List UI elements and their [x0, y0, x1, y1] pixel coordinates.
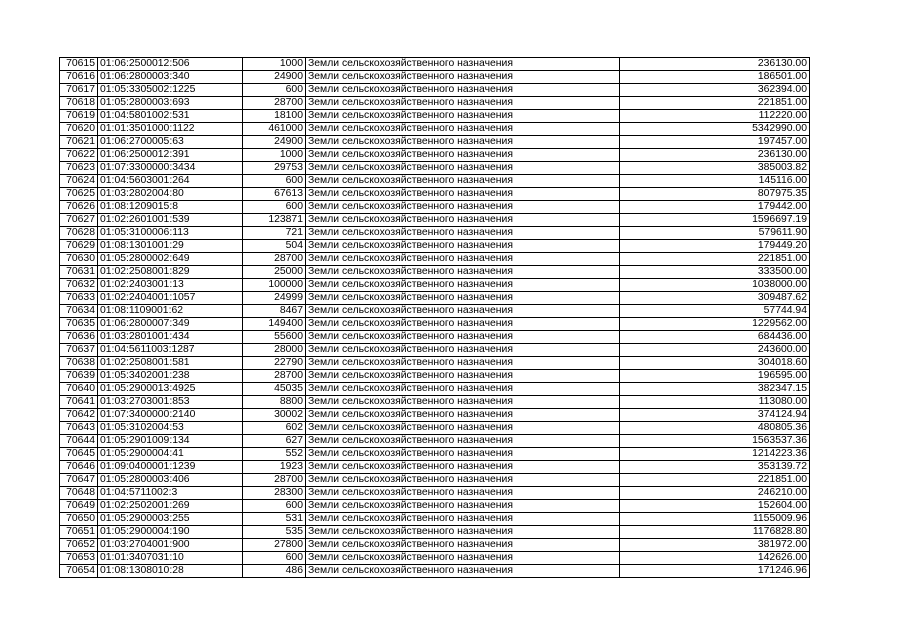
cadastral-value-cell: 579611.90 — [620, 227, 810, 240]
table-row — [60, 435, 810, 448]
table-row — [60, 84, 810, 97]
cadastral-value-cell: 1229562.00 — [620, 318, 810, 331]
table-row — [60, 448, 810, 461]
row-id-cell: 70619 — [60, 110, 98, 123]
land-category-cell: Земли сельскохозяйственного назначения — [306, 279, 620, 292]
cadastral-number-cell: 01:04:5603001:264 — [98, 175, 243, 188]
cadastral-number-cell: 01:06:2500012:391 — [98, 149, 243, 162]
cadastral-value-cell: 236130.00 — [620, 58, 810, 71]
cadastral-number-cell: 01:05:2900004:41 — [98, 448, 243, 461]
table-row — [60, 110, 810, 123]
row-id-cell: 70642 — [60, 409, 98, 422]
cadastral-value-cell: 179449.20 — [620, 240, 810, 253]
row-id-cell: 70622 — [60, 149, 98, 162]
area-cell: 24900 — [243, 71, 306, 84]
cadastral-number-cell: 01:08:1209015:8 — [98, 201, 243, 214]
land-category-cell: Земли сельскохозяйственного назначения — [306, 461, 620, 474]
land-category-cell: Земли сельскохозяйственного назначения — [306, 162, 620, 175]
row-id-cell: 70648 — [60, 487, 98, 500]
row-id-cell: 70645 — [60, 448, 98, 461]
cadastral-number-cell: 01:08:1301001:29 — [98, 240, 243, 253]
area-cell: 28700 — [243, 97, 306, 110]
land-category-cell: Земли сельскохозяйственного назначения — [306, 409, 620, 422]
land-category-cell: Земли сельскохозяйственного назначения — [306, 123, 620, 136]
cadastral-number-cell: 01:05:2900013:4925 — [98, 383, 243, 396]
area-cell: 552 — [243, 448, 306, 461]
table-row — [60, 175, 810, 188]
row-id-cell: 70650 — [60, 513, 98, 526]
table-row — [60, 123, 810, 136]
table-row — [60, 513, 810, 526]
row-id-cell: 70629 — [60, 240, 98, 253]
table-row — [60, 409, 810, 422]
land-category-cell: Земли сельскохозяйственного назначения — [306, 539, 620, 552]
cadastral-value-cell: 142626.00 — [620, 552, 810, 565]
area-cell: 8800 — [243, 396, 306, 409]
row-id-cell: 70640 — [60, 383, 98, 396]
area-cell: 1000 — [243, 149, 306, 162]
land-category-cell: Земли сельскохозяйственного назначения — [306, 175, 620, 188]
area-cell: 28300 — [243, 487, 306, 500]
land-category-cell: Земли сельскохозяйственного назначения — [306, 357, 620, 370]
cadastral-value-cell: 304018.60 — [620, 357, 810, 370]
cadastral-number-cell: 01:04:5611003:1287 — [98, 344, 243, 357]
table-row — [60, 565, 810, 578]
cadastral-value-cell: 1038000.00 — [620, 279, 810, 292]
area-cell: 67613 — [243, 188, 306, 201]
land-category-cell: Земли сельскохозяйственного назначения — [306, 253, 620, 266]
row-id-cell: 70638 — [60, 357, 98, 370]
row-id-cell: 70646 — [60, 461, 98, 474]
table-row — [60, 71, 810, 84]
cadastral-value-cell: 246210.00 — [620, 487, 810, 500]
area-cell: 30002 — [243, 409, 306, 422]
row-id-cell: 70616 — [60, 71, 98, 84]
table-row — [60, 214, 810, 227]
table-row — [60, 266, 810, 279]
row-id-cell: 70637 — [60, 344, 98, 357]
cadastral-value-cell: 382347.15 — [620, 383, 810, 396]
cadastral-value-cell: 480805.36 — [620, 422, 810, 435]
land-category-cell: Земли сельскохозяйственного назначения — [306, 513, 620, 526]
cadastral-number-cell: 01:06:2800003:340 — [98, 71, 243, 84]
cadastral-value-cell: 186501.00 — [620, 71, 810, 84]
table-body — [60, 58, 810, 578]
cadastral-number-cell: 01:05:3100006:113 — [98, 227, 243, 240]
area-cell: 600 — [243, 201, 306, 214]
area-cell: 535 — [243, 526, 306, 539]
area-cell: 602 — [243, 422, 306, 435]
table-row — [60, 344, 810, 357]
cadastral-number-cell: 01:04:5801002:531 — [98, 110, 243, 123]
cadastral-number-cell: 01:03:2703001:853 — [98, 396, 243, 409]
row-id-cell: 70621 — [60, 136, 98, 149]
table-row — [60, 552, 810, 565]
row-id-cell: 70644 — [60, 435, 98, 448]
area-cell: 504 — [243, 240, 306, 253]
table-row — [60, 305, 810, 318]
row-id-cell: 70620 — [60, 123, 98, 136]
land-category-cell: Земли сельскохозяйственного назначения — [306, 422, 620, 435]
table-row — [60, 58, 810, 71]
area-cell: 600 — [243, 500, 306, 513]
area-cell: 600 — [243, 175, 306, 188]
row-id-cell: 70630 — [60, 253, 98, 266]
cadastral-value-cell: 236130.00 — [620, 149, 810, 162]
land-category-cell: Земли сельскохозяйственного назначения — [306, 500, 620, 513]
cadastral-value-cell: 145116.00 — [620, 175, 810, 188]
row-id-cell: 70654 — [60, 565, 98, 578]
area-cell: 25000 — [243, 266, 306, 279]
row-id-cell: 70632 — [60, 279, 98, 292]
cadastral-number-cell: 01:02:2404001:1057 — [98, 292, 243, 305]
cadastral-value-cell: 1563537.36 — [620, 435, 810, 448]
cadastral-value-cell: 171246.96 — [620, 565, 810, 578]
cadastral-number-cell: 01:02:2601001:539 — [98, 214, 243, 227]
cadastral-number-cell: 01:05:3402001:238 — [98, 370, 243, 383]
table-row — [60, 292, 810, 305]
cadastral-number-cell: 01:05:3102004:53 — [98, 422, 243, 435]
row-id-cell: 70641 — [60, 396, 98, 409]
row-id-cell: 70639 — [60, 370, 98, 383]
cadastral-value-cell: 221851.00 — [620, 474, 810, 487]
table-row — [60, 188, 810, 201]
cadastral-value-cell: 807975.35 — [620, 188, 810, 201]
cadastral-number-cell: 01:02:2508001:829 — [98, 266, 243, 279]
area-cell: 8467 — [243, 305, 306, 318]
row-id-cell: 70643 — [60, 422, 98, 435]
cadastral-value-cell: 196595.00 — [620, 370, 810, 383]
row-id-cell: 70636 — [60, 331, 98, 344]
cadastral-number-cell: 01:01:3501000:1122 — [98, 123, 243, 136]
area-cell: 123871 — [243, 214, 306, 227]
land-category-cell: Земли сельскохозяйственного назначения — [306, 344, 620, 357]
land-category-cell: Земли сельскохозяйственного назначения — [306, 227, 620, 240]
cadastral-value-cell: 197457.00 — [620, 136, 810, 149]
cadastral-number-cell: 01:03:2704001:900 — [98, 539, 243, 552]
land-category-cell: Земли сельскохозяйственного назначения — [306, 58, 620, 71]
cadastral-value-cell: 1155009.96 — [620, 513, 810, 526]
cadastral-value-cell: 221851.00 — [620, 253, 810, 266]
area-cell: 45035 — [243, 383, 306, 396]
land-category-cell: Земли сельскохозяйственного назначения — [306, 201, 620, 214]
row-id-cell: 70627 — [60, 214, 98, 227]
cadastral-number-cell: 01:03:2801001:434 — [98, 331, 243, 344]
area-cell: 28700 — [243, 253, 306, 266]
land-category-cell: Земли сельскохозяйственного назначения — [306, 448, 620, 461]
area-cell: 100000 — [243, 279, 306, 292]
land-category-cell: Земли сельскохозяйственного назначения — [306, 71, 620, 84]
land-category-cell: Земли сельскохозяйственного назначения — [306, 487, 620, 500]
area-cell: 28000 — [243, 344, 306, 357]
land-parcels-table — [59, 57, 810, 578]
area-cell: 28700 — [243, 370, 306, 383]
area-cell: 1000 — [243, 58, 306, 71]
table-row — [60, 201, 810, 214]
cadastral-number-cell: 01:05:2900004:190 — [98, 526, 243, 539]
cadastral-value-cell: 57744.94 — [620, 305, 810, 318]
area-cell: 24900 — [243, 136, 306, 149]
land-category-cell: Земли сельскохозяйственного назначения — [306, 240, 620, 253]
cadastral-number-cell: 01:09:0400001:1239 — [98, 461, 243, 474]
land-category-cell: Земли сельскохозяйственного назначения — [306, 292, 620, 305]
cadastral-value-cell: 243600.00 — [620, 344, 810, 357]
area-cell: 627 — [243, 435, 306, 448]
cadastral-number-cell: 01:08:1308010:28 — [98, 565, 243, 578]
cadastral-number-cell: 01:05:2800003:406 — [98, 474, 243, 487]
table-row — [60, 227, 810, 240]
table-row — [60, 422, 810, 435]
area-cell: 27800 — [243, 539, 306, 552]
table-row — [60, 318, 810, 331]
cadastral-number-cell: 01:02:2502001:269 — [98, 500, 243, 513]
row-id-cell: 70625 — [60, 188, 98, 201]
cadastral-value-cell: 353139.72 — [620, 461, 810, 474]
area-cell: 18100 — [243, 110, 306, 123]
land-category-cell: Земли сельскохозяйственного назначения — [306, 214, 620, 227]
cadastral-value-cell: 333500.00 — [620, 266, 810, 279]
table-row — [60, 357, 810, 370]
cadastral-value-cell: 112220.00 — [620, 110, 810, 123]
cadastral-number-cell: 01:04:5711002:3 — [98, 487, 243, 500]
table-row — [60, 461, 810, 474]
table-row — [60, 240, 810, 253]
table-row — [60, 253, 810, 266]
cadastral-number-cell: 01:05:2901009:134 — [98, 435, 243, 448]
area-cell: 28700 — [243, 474, 306, 487]
table-row — [60, 526, 810, 539]
land-category-cell: Земли сельскохозяйственного назначения — [306, 474, 620, 487]
cadastral-value-cell: 152604.00 — [620, 500, 810, 513]
land-category-cell: Земли сельскохозяйственного назначения — [306, 396, 620, 409]
land-category-cell: Земли сельскохозяйственного назначения — [306, 318, 620, 331]
cadastral-number-cell: 01:05:3305002:1225 — [98, 84, 243, 97]
row-id-cell: 70617 — [60, 84, 98, 97]
table-row — [60, 487, 810, 500]
table-row — [60, 97, 810, 110]
table-row — [60, 500, 810, 513]
row-id-cell: 70626 — [60, 201, 98, 214]
area-cell: 55600 — [243, 331, 306, 344]
land-category-cell: Земли сельскохозяйственного назначения — [306, 266, 620, 279]
cadastral-value-cell: 684436.00 — [620, 331, 810, 344]
table-row — [60, 396, 810, 409]
cadastral-number-cell: 01:05:2800003:693 — [98, 97, 243, 110]
land-category-cell: Земли сельскохозяйственного назначения — [306, 370, 620, 383]
land-category-cell: Земли сельскохозяйственного назначения — [306, 84, 620, 97]
row-id-cell: 70653 — [60, 552, 98, 565]
table-row — [60, 279, 810, 292]
land-category-cell: Земли сельскохозяйственного назначения — [306, 565, 620, 578]
cadastral-value-cell: 362394.00 — [620, 84, 810, 97]
row-id-cell: 70615 — [60, 58, 98, 71]
cadastral-number-cell: 01:03:2802004:80 — [98, 188, 243, 201]
table-row — [60, 162, 810, 175]
land-category-cell: Земли сельскохозяйственного назначения — [306, 331, 620, 344]
row-id-cell: 70624 — [60, 175, 98, 188]
cadastral-number-cell: 01:08:1109001:62 — [98, 305, 243, 318]
table-row — [60, 149, 810, 162]
land-category-cell: Земли сельскохозяйственного назначения — [306, 552, 620, 565]
row-id-cell: 70635 — [60, 318, 98, 331]
cadastral-number-cell: 01:01:3407031:10 — [98, 552, 243, 565]
land-category-cell: Земли сельскохозяйственного назначения — [306, 136, 620, 149]
cadastral-value-cell: 309487.62 — [620, 292, 810, 305]
table-row — [60, 383, 810, 396]
cadastral-value-cell: 5342990.00 — [620, 123, 810, 136]
land-category-cell: Земли сельскохозяйственного назначения — [306, 383, 620, 396]
cadastral-number-cell: 01:02:2508001:581 — [98, 357, 243, 370]
table-row — [60, 474, 810, 487]
land-category-cell: Земли сельскохозяйственного назначения — [306, 305, 620, 318]
land-category-cell: Земли сельскохозяйственного назначения — [306, 435, 620, 448]
cadastral-value-cell: 374124.94 — [620, 409, 810, 422]
row-id-cell: 70634 — [60, 305, 98, 318]
table-row — [60, 331, 810, 344]
cadastral-number-cell: 01:07:3400000:2140 — [98, 409, 243, 422]
row-id-cell: 70651 — [60, 526, 98, 539]
row-id-cell: 70623 — [60, 162, 98, 175]
area-cell: 721 — [243, 227, 306, 240]
row-id-cell: 70647 — [60, 474, 98, 487]
cadastral-value-cell: 1596697.19 — [620, 214, 810, 227]
table-row — [60, 136, 810, 149]
land-category-cell: Земли сельскохозяйственного назначения — [306, 149, 620, 162]
row-id-cell: 70628 — [60, 227, 98, 240]
area-cell: 531 — [243, 513, 306, 526]
land-category-cell: Земли сельскохозяйственного назначения — [306, 526, 620, 539]
area-cell: 24999 — [243, 292, 306, 305]
land-category-cell: Земли сельскохозяйственного назначения — [306, 110, 620, 123]
area-cell: 149400 — [243, 318, 306, 331]
land-category-cell: Земли сельскохозяйственного назначения — [306, 97, 620, 110]
cadastral-number-cell: 01:06:2500012:506 — [98, 58, 243, 71]
table-row — [60, 539, 810, 552]
area-cell: 600 — [243, 552, 306, 565]
row-id-cell: 70633 — [60, 292, 98, 305]
cadastral-value-cell: 1214223.36 — [620, 448, 810, 461]
area-cell: 1923 — [243, 461, 306, 474]
cadastral-value-cell: 381972.00 — [620, 539, 810, 552]
cadastral-number-cell: 01:06:2700005:63 — [98, 136, 243, 149]
cadastral-value-cell: 179442.00 — [620, 201, 810, 214]
cadastral-number-cell: 01:07:3300000:3434 — [98, 162, 243, 175]
row-id-cell: 70649 — [60, 500, 98, 513]
cadastral-value-cell: 1176828.80 — [620, 526, 810, 539]
area-cell: 486 — [243, 565, 306, 578]
cadastral-value-cell: 385003.82 — [620, 162, 810, 175]
cadastral-number-cell: 01:05:2900003:255 — [98, 513, 243, 526]
area-cell: 29753 — [243, 162, 306, 175]
row-id-cell: 70631 — [60, 266, 98, 279]
row-id-cell: 70618 — [60, 97, 98, 110]
cadastral-value-cell: 221851.00 — [620, 97, 810, 110]
cadastral-value-cell: 113080.00 — [620, 396, 810, 409]
row-id-cell: 70652 — [60, 539, 98, 552]
area-cell: 461000 — [243, 123, 306, 136]
land-category-cell: Земли сельскохозяйственного назначения — [306, 188, 620, 201]
area-cell: 22790 — [243, 357, 306, 370]
cadastral-number-cell: 01:02:2403001:13 — [98, 279, 243, 292]
area-cell: 600 — [243, 84, 306, 97]
cadastral-number-cell: 01:05:2800002:649 — [98, 253, 243, 266]
table-row — [60, 370, 810, 383]
cadastral-number-cell: 01:06:2800007:349 — [98, 318, 243, 331]
